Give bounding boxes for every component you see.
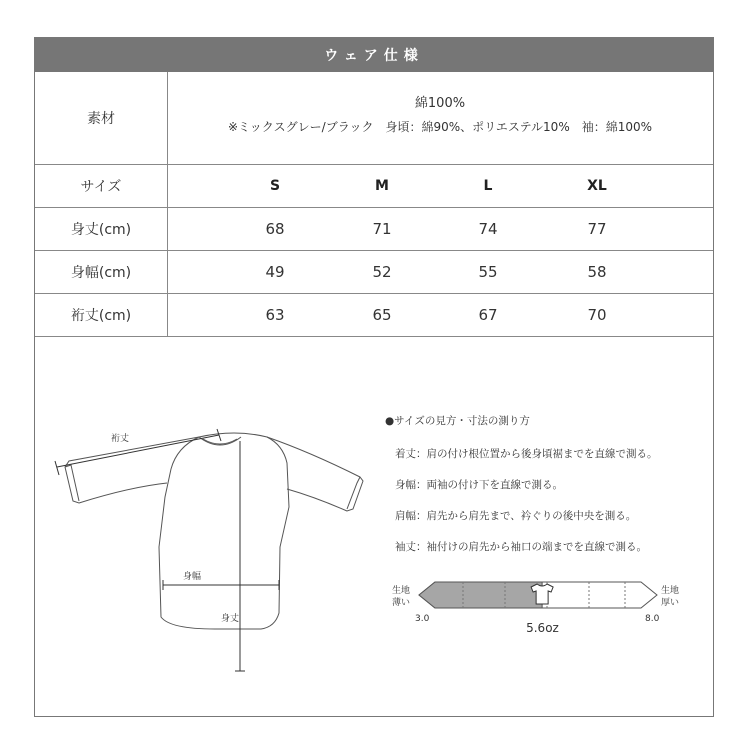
left-sleeve — [65, 437, 199, 503]
note-item: 身幅：両袖の付け下を直線で測る。 — [395, 479, 563, 491]
cell-value: 68 — [265, 220, 285, 238]
thick-label-bottom: 厚い — [661, 598, 680, 608]
cell-value: 65 — [372, 306, 392, 324]
shirt-diagram — [35, 337, 375, 677]
cell-value: 77 — [587, 220, 607, 238]
notes-heading: ●サイズの見方・寸法の測り方 — [385, 415, 530, 427]
material-row — [35, 72, 713, 165]
mihaba-label: 身幅 — [183, 572, 202, 582]
shirt-outline — [159, 433, 289, 629]
cell-value: 55 — [478, 263, 498, 281]
size-label: サイズ — [35, 165, 168, 207]
size-s: S — [269, 178, 281, 194]
cell-value: 49 — [265, 263, 285, 281]
material-label: 素材 — [35, 72, 168, 164]
thick-label-top: 生地 — [661, 586, 680, 596]
row-label: 身幅(cm) — [35, 251, 168, 293]
note-item: 肩幅：肩先から肩先まで、衿ぐりの後中央を測る。 — [395, 510, 637, 522]
cell-value: 63 — [265, 306, 285, 324]
note-item: 着丈：肩の付け根位置から後身頃裾までを直線で測る。 — [395, 448, 658, 460]
cell-value: 74 — [478, 220, 498, 238]
gauge-max: 8.0 — [645, 614, 660, 624]
thin-label-top: 生地 — [392, 586, 411, 596]
mitake-label: 身丈 — [221, 614, 240, 624]
size-l: L — [483, 178, 493, 194]
spec-card — [34, 37, 714, 717]
cell-value: 70 — [587, 306, 607, 324]
cell-value: 52 — [372, 263, 392, 281]
thin-label-bottom: 薄い — [392, 598, 411, 608]
gauge-fill — [419, 582, 542, 608]
table-row — [35, 294, 713, 337]
size-header-row — [35, 165, 713, 208]
row-label: 裄丈(cm) — [35, 294, 168, 336]
size-m: M — [375, 178, 389, 194]
table-row — [35, 208, 713, 251]
material-line1: 綿100% — [414, 96, 466, 111]
thickness-gauge — [415, 578, 665, 612]
table-row — [35, 251, 713, 294]
yuki-label: 裄丈 — [111, 434, 130, 444]
row-label: 身丈(cm) — [35, 208, 168, 250]
material-line2: ※ミックスグレー/ブラック 身頃：綿90%、ポリエステル10% 袖：綿100% — [227, 120, 653, 134]
cell-value: 58 — [587, 263, 607, 281]
cell-value: 67 — [478, 306, 498, 324]
size-xl: XL — [587, 178, 607, 194]
gauge-min: 3.0 — [415, 614, 430, 624]
gauge-value: 5.6oz — [526, 621, 559, 635]
note-item: 袖丈：袖付けの肩先から袖口の端までを直線で測る。 — [395, 541, 647, 553]
right-sleeve — [267, 437, 363, 511]
cell-value: 71 — [372, 220, 392, 238]
spec-title: ウェア仕様 — [35, 38, 713, 72]
